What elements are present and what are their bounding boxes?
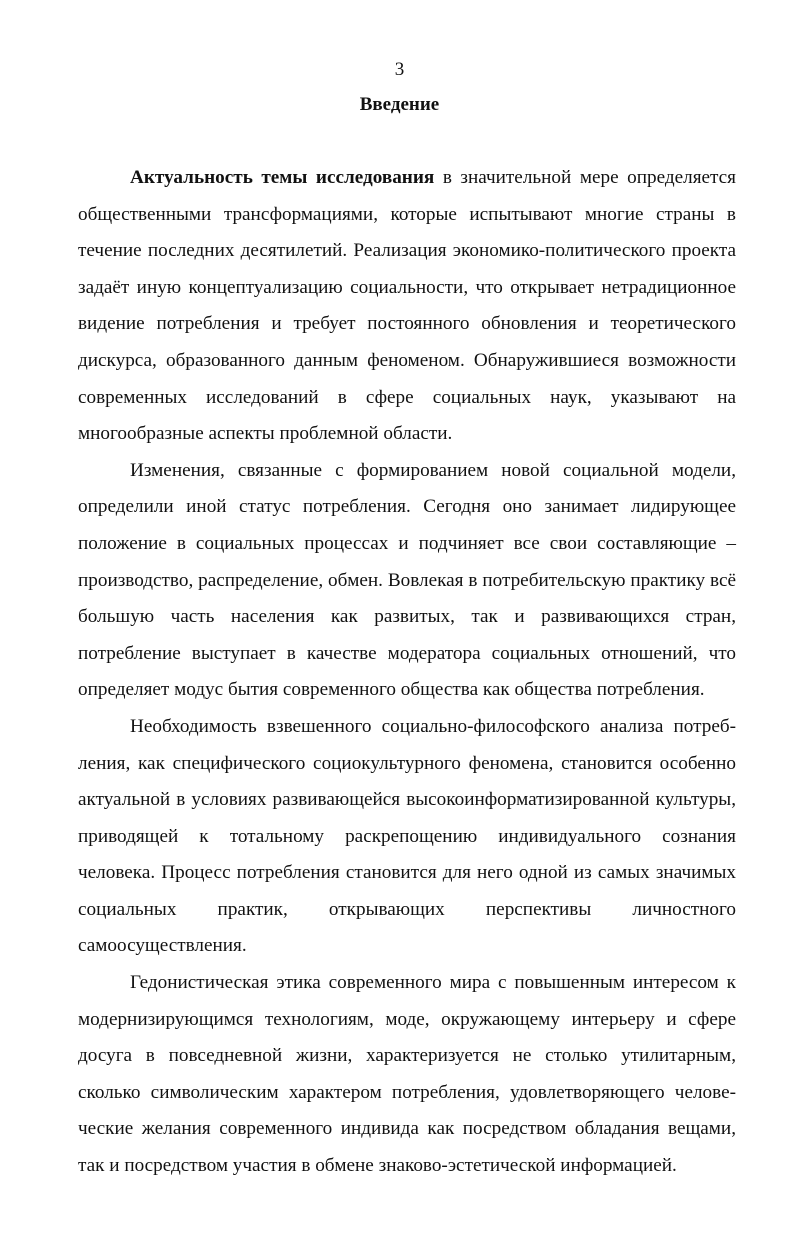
paragraph-hedonistic-ethics: Гедонистическая этика современного мира с повышенным интересом к модернизирующимся технологиям, моде, окружающему интерьеру и сфере досуга в повседневной жизни, характеризуется не столько утилитарным, сколько символическим характером потребления, удовлетворяющего человеческие желания современного индивида как посредством обладания вещами, так и посредством участия в обмене знаково-эстетической информацией. xyxy=(78,972,736,1177)
paragraph-lead-bold: Актуальность темы исследования xyxy=(130,167,435,188)
paragraph-changes: Изменения, связанные с формированием новой социальной модели, определили иной статус потребления. Сегодня оно занимает лидирующее положение в социальных процессах и подчиняет все свои составляющие – производство, распределение, обмен. Вовлекая в потребительскую практику всё большую часть населения как развитых, так и развивающихся стран, потребление выступает в качестве модератора социальных отношений, что определяет модус бытия современного общества как общества потребления. xyxy=(78,459,736,701)
paragraph-necessity: Необходимость взвешенного социально-философского анализа потребления, как специфического социокультурного феномена, становится особенно актуальной в условиях развивающейся высокоинформатизированной культуры, приводящей к тотальному раскрепощению индивидуального сознания человека. Процесс потребления становится для него одной из самых значимых социальных практик, открывающих перспективы личностного самоосуществления. xyxy=(78,715,736,957)
paragraph-relevance xyxy=(78,160,736,453)
body-text xyxy=(78,160,736,1185)
paragraph-text: в значительной мере определяется общественными трансформациями, которые испытывают многие страны в течение последних десятилетий. Реализация экономико-политического проекта задаёт иную концептуализацию социальности, что открывает нетрадиционное видение потребления и требует постоянного обновления и теоретического дискурса, образованного данным феноменом. Обнаружившиеся возможности современных исследований в сфере социальных наук, указывают на многообразные аспекты проблемной области. xyxy=(78,167,736,445)
section-title: Введение xyxy=(359,94,440,115)
page-number: 3 xyxy=(394,59,405,80)
